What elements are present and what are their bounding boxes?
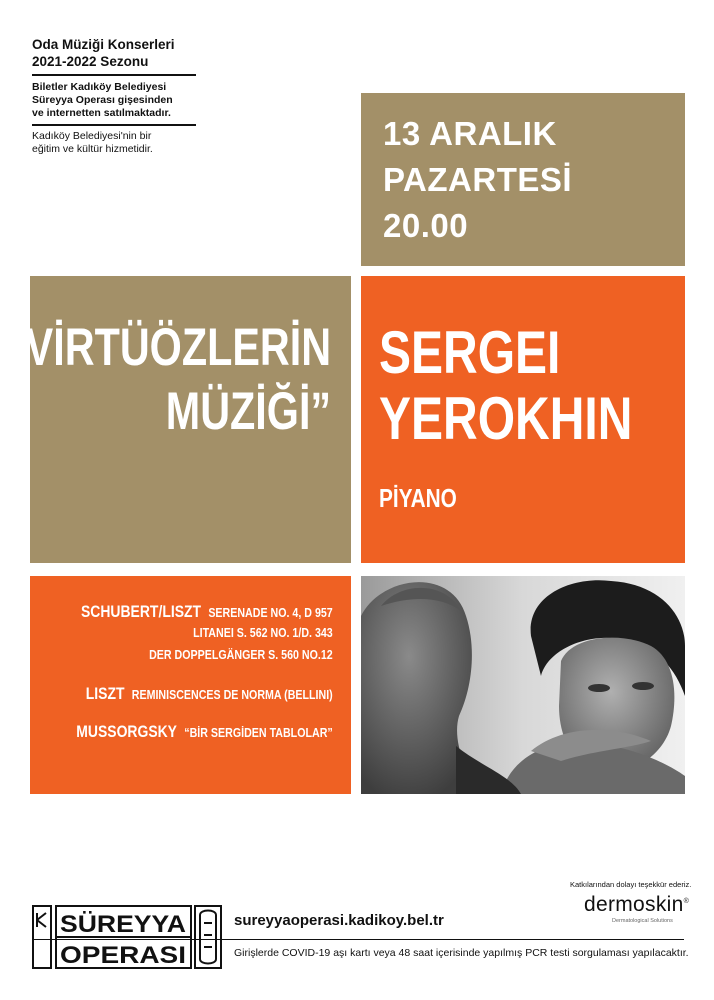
program-item — [77, 624, 333, 646]
series-title — [32, 36, 175, 70]
composer: MUSSORGSKY — [76, 722, 178, 741]
artist-name — [379, 320, 632, 452]
artist-last-name: YEROKHIN — [379, 385, 633, 452]
sponsor-tagline: Dermatological Solutions — [612, 918, 673, 924]
program-item — [77, 722, 333, 744]
composer: LISZT — [86, 684, 125, 703]
ticket-info — [32, 81, 173, 120]
date-box — [361, 93, 685, 266]
date-day: 13 ARALIK — [383, 115, 557, 152]
artist-first-name: SERGEI — [379, 319, 561, 386]
ticket-info-line: Süreyya Operası gişesinden — [32, 94, 173, 106]
divider — [32, 124, 196, 126]
ticket-info-line: ve internetten satılmaktadır. — [32, 107, 171, 119]
work: LITANEI S. 562 NO. 1/D. 343 — [193, 625, 333, 640]
ticket-info-line: Biletler Kadıköy Belediyesi — [32, 81, 167, 93]
work: “BİR SERGİDEN TABLOLAR” — [184, 725, 333, 740]
program-list — [77, 602, 333, 744]
footer-divider — [32, 939, 684, 940]
composer: SCHUBERT/LISZT — [81, 602, 202, 621]
title-box — [4, 276, 351, 563]
artist-photo-image — [361, 576, 685, 794]
logo-line1: SÜREYYA — [60, 911, 186, 938]
sureyya-opera-logo — [32, 905, 222, 969]
sponsor-logo — [584, 893, 689, 917]
date-weekday: PAZARTESİ — [383, 161, 573, 198]
series-name: Oda Müziği Konserleri — [32, 37, 175, 52]
artist-box — [361, 276, 685, 563]
service-note — [32, 130, 153, 156]
artist-photo — [361, 576, 685, 794]
divider — [32, 74, 196, 76]
season: 2021-2022 Sezonu — [32, 54, 149, 69]
program-item — [77, 646, 333, 668]
work: SERENADE NO. 4, D 957 — [208, 605, 333, 620]
program-box — [30, 576, 351, 794]
covid-note: Girişlerde COVID-19 aşı kartı veya 48 saat içerisinde yapılmış PCR testi sorgulaması yapılacaktır. — [234, 947, 689, 959]
registered-icon: ® — [683, 898, 690, 905]
service-note-line: eğitim ve kültür hizmetidir. — [32, 143, 153, 155]
concert-title — [5, 316, 331, 444]
sponsor-thanks: Katkılarından dolayı teşekkür ederiz. — [570, 880, 692, 889]
concert-date — [383, 111, 572, 249]
concert-title-line: “VİRTÜÖZLERİN — [4, 318, 331, 377]
work: DER DOPPELGÄNGER S. 560 NO.12 — [149, 647, 333, 662]
logo-line2: OPERASI — [60, 942, 186, 969]
service-note-line: Kadıköy Belediyesi'nin bir — [32, 130, 152, 142]
program-item — [77, 684, 333, 706]
concert-title-line: MÜZİĞİ” — [165, 382, 331, 441]
website-link[interactable]: sureyyaoperasi.kadikoy.bel.tr — [234, 912, 444, 929]
date-time: 20.00 — [383, 207, 469, 244]
program-item — [77, 602, 333, 624]
sponsor-name: dermoskin — [584, 893, 684, 916]
work: REMINISCENCES DE NORMA (BELLINI) — [132, 687, 333, 702]
instrument: PİYANO — [379, 483, 457, 513]
